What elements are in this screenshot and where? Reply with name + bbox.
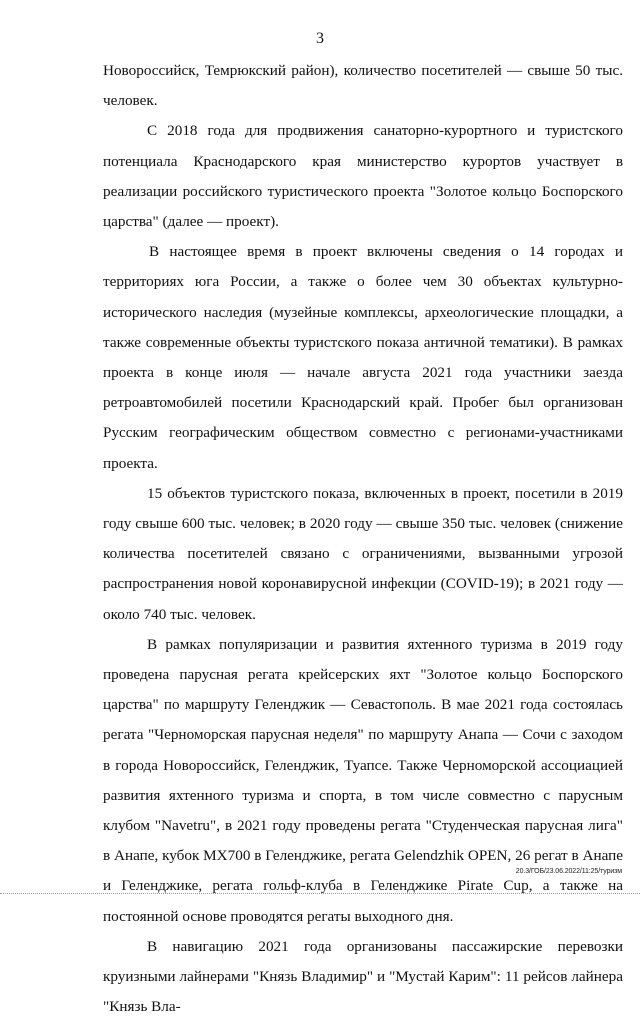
- scan-edge-divider: [0, 893, 640, 895]
- document-body: [103, 56, 623, 1023]
- document-footer-code: 20.3/ГОБ/23.06.2022/11:25/туризм: [515, 868, 622, 875]
- page-number: 3: [316, 30, 324, 47]
- paragraph-continuation: Новороссийск, Темрюкский район), количество посетителей — свыше 50 тыс. человек.: [103, 62, 623, 110]
- paragraph-project-scope: В настоящее время в проект включены сведения о 14 городах и территориях юга России, а также о более чем 30 объектах культурно-исторического наследия (музейные комплексы, археологические площадки, а также современные объекты туристского показа античной тематики). В рамках проекта в конце июля — начале августа 2021 года участники заезда ретроавтомобилей посетили Краснодарский край. Пробег был организован Русским географическим обществом совместно с регионами-участниками проекта.: [103, 243, 623, 472]
- paragraph-yacht-tourism: В рамках популяризации и развития яхтенного туризма в 2019 году проведена парусная регата крейсерских яхт "Золотое кольцо Боспорского царства" по маршруту Геленджик — Севастополь. В мае 2021 года состоялась регата "Черноморская парусная неделя" по маршруту Анапа — Сочи с заходом в города Новороссийск, Геленджик, Туапсе. Также Черноморской ассоциацией развития яхтенного туризма и спорта, в том числе совместно с парусным клубом "Navetru", в 2021 году проведены регата "Студенческая парусная лига" в Анапе, кубок MX700 в Геленджике, регата Gelendzhik OPEN, 26 регат в Анапе и Геленджике, регата гольф-клуба в Геленджике Pirate Cup, а также на постоянной основе проводятся регаты выходного дня.: [103, 635, 623, 925]
- paragraph-cruise-navigation: В навигацию 2021 года организованы пассажирские перевозки круизными лайнерами "Князь Владимир" и "Мустай Карим": 11 рейсов лайнера "Князь Вла-: [103, 937, 623, 1016]
- paragraph-project-intro: С 2018 года для продвижения санаторно-курортного и туристского потенциала Краснодарского края министерство курортов участвует в реализации российского туристического проекта "Золотое кольцо Боспорского царства" (далее — проект).: [103, 122, 623, 231]
- paragraph-visitor-stats: 15 объектов туристского показа, включенных в проект, посетили в 2019 году свыше 600 тыс. человек; в 2020 году — свыше 350 тыс. человек (снижение количества посетителей связано с ограничениями, вызванными угрозой распространения новой коронавирусной инфекции (COVID-19); в 2021 году — около 740 тыс. человек.: [103, 484, 623, 623]
